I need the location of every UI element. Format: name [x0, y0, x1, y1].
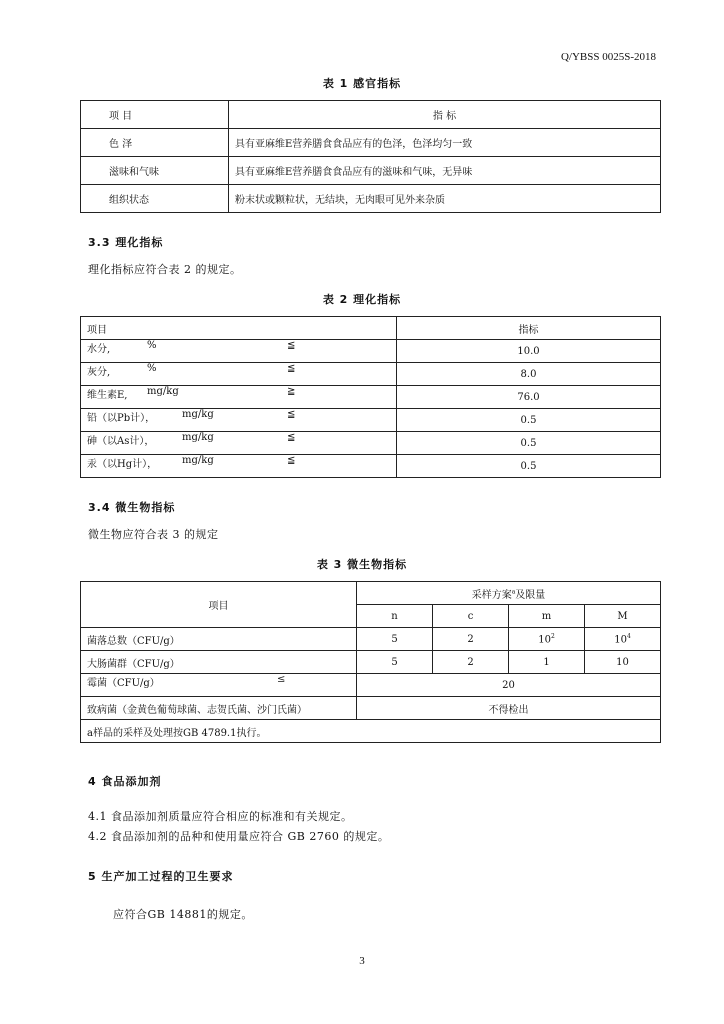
row-item: 菌落总数（CFU/g） [81, 628, 357, 651]
row-operator: ≦ [287, 340, 296, 351]
plan-footnote-mark: a [511, 588, 516, 596]
plan-label: 采样方案 [471, 589, 512, 601]
row-name: 灰分, [87, 367, 111, 378]
row-M: 10 [585, 651, 661, 674]
row-value: 0.5 [397, 432, 661, 455]
table-row [81, 432, 661, 455]
section-3-3-heading: 3.3 理化指标 [88, 236, 164, 249]
row-item: 色 泽 [81, 129, 229, 157]
row-name: 维生素E, [87, 390, 128, 401]
table-header-row [81, 582, 661, 605]
row-m: 1 [509, 651, 585, 674]
row-name: 铅（以Pb计）， [87, 413, 156, 424]
row-operator: ≦ [287, 409, 296, 420]
row-item: 大肠菌群（CFU/g） [81, 651, 357, 674]
header-index: 指 标 [229, 101, 661, 129]
row-unit: % [147, 340, 157, 351]
table-row [81, 455, 661, 478]
section-5-heading: 5 生产加工过程的卫生要求 [88, 870, 234, 883]
microbiological-table [80, 581, 661, 743]
row-unit: mg/kg [182, 409, 214, 420]
table-row [81, 651, 661, 674]
row-operator: ≧ [287, 386, 296, 397]
row-value: 8.0 [397, 363, 661, 386]
row-m [509, 628, 585, 651]
row-name: 砷（以As计）， [87, 436, 155, 447]
section-4-1-text: 4.1 食品添加剂质量应符合相应的标准和有关规定。 [88, 810, 353, 823]
table-row [81, 409, 661, 432]
row-item: 滋味和气味 [81, 157, 229, 185]
table-header-row [81, 101, 661, 129]
row-M-base: 10 [614, 634, 627, 646]
document-code: Q/YBSS 0025S-2018 [560, 51, 656, 63]
row-c: 2 [433, 651, 509, 674]
row-value: 具有亚麻维E营养膳食食品应有的色泽，色泽均匀一致 [229, 129, 661, 157]
row-value: 10.0 [397, 340, 661, 363]
table-row [81, 697, 661, 720]
physicochemical-table [80, 316, 661, 478]
table3-title: 表 3 微生物指标 [316, 558, 408, 571]
row-value: 0.5 [397, 409, 661, 432]
row-n: 5 [357, 651, 433, 674]
table-row [81, 157, 661, 185]
header-M: M [585, 605, 661, 628]
row-value: 粉末状或颗粒状，无结块，无肉眼可见外来杂质 [229, 185, 661, 213]
table-row [81, 340, 661, 363]
row-value: 20 [357, 674, 661, 697]
header-m: m [509, 605, 585, 628]
row-item: 霉菌（CFU/g） [87, 678, 160, 689]
row-operator: ≦ [287, 455, 296, 466]
row-value: 具有亚麻维E营养膳食食品应有的滋味和气味，无异味 [229, 157, 661, 185]
row-unit: mg/kg [147, 386, 179, 397]
table1-title: 表 1 感官指标 [322, 77, 402, 90]
sensory-table [80, 100, 661, 213]
header-c: c [433, 605, 509, 628]
section-3-3-text: 理化指标应符合表 2 的规定。 [88, 263, 242, 276]
table-header-row [81, 317, 661, 340]
page-number: 3 [359, 955, 365, 967]
table2-title: 表 2 理化指标 [322, 293, 402, 306]
row-name: 汞（以Hg计）， [87, 459, 158, 470]
row-M [585, 628, 661, 651]
row-operator: ≦ [287, 363, 296, 374]
row-unit: mg/kg [182, 455, 214, 466]
table-note-row [81, 720, 661, 743]
row-item: 致病菌（金黄色葡萄球菌、志贺氏菌、沙门氏菌） [81, 697, 357, 720]
row-c: 2 [433, 628, 509, 651]
header-item: 项目 [81, 317, 397, 340]
header-sampling-plan [357, 582, 661, 605]
row-unit: mg/kg [182, 432, 214, 443]
row-value: 76.0 [397, 386, 661, 409]
row-item: 组织状态 [81, 185, 229, 213]
table-row [81, 129, 661, 157]
header-index: 指标 [397, 317, 661, 340]
header-n: n [357, 605, 433, 628]
row-M-exponent: 4 [626, 632, 631, 640]
table-row [81, 185, 661, 213]
row-m-exponent: 2 [550, 632, 555, 640]
table-row [81, 674, 661, 697]
row-m-base: 10 [538, 634, 551, 646]
section-3-4-text: 微生物应符合表 3 的规定 [88, 528, 219, 541]
section-3-4-heading: 3.4 微生物指标 [88, 501, 176, 514]
section-4-2-text: 4.2 食品添加剂的品种和使用量应符合 GB 2760 的规定。 [88, 830, 390, 843]
row-operator: ≤ [277, 674, 286, 685]
plan-tail: 及限量 [515, 589, 546, 601]
row-name: 水分, [87, 344, 111, 355]
section-5-text: 应符合GB 14881的规定。 [113, 908, 253, 921]
table-row [81, 386, 661, 409]
section-4-heading: 4 食品添加剂 [88, 775, 162, 788]
row-operator: ≦ [287, 432, 296, 443]
table-footnote: a样品的采样及处理按GB 4789.1执行。 [81, 720, 661, 743]
header-item: 项目 [81, 582, 357, 628]
table-row [81, 363, 661, 386]
row-value: 0.5 [397, 455, 661, 478]
row-n: 5 [357, 628, 433, 651]
header-item: 项 目 [81, 101, 229, 129]
row-value: 不得检出 [357, 697, 661, 720]
table-row [81, 628, 661, 651]
row-unit: % [147, 363, 157, 374]
